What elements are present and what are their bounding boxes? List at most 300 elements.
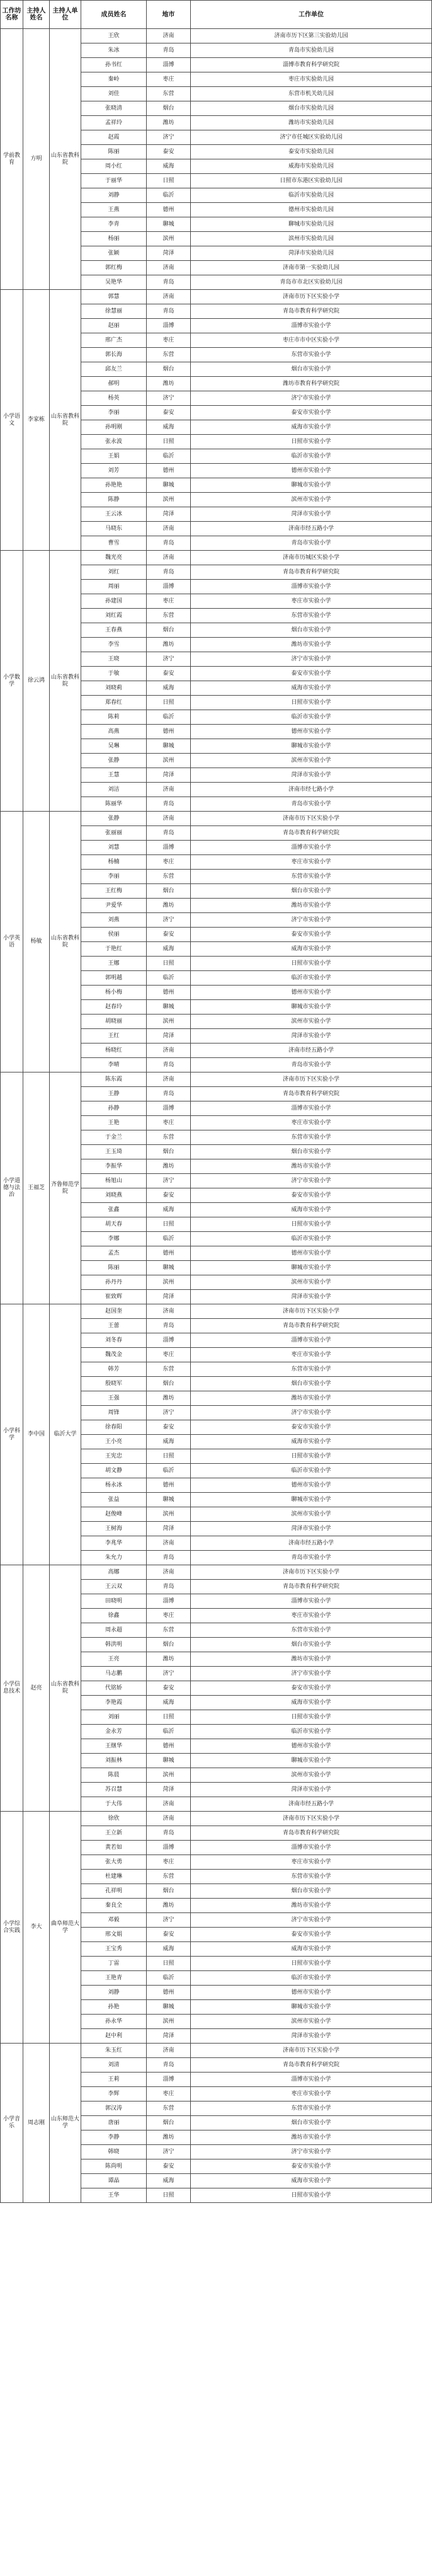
- city-cell: 枣庄: [147, 1348, 191, 1362]
- member-name-cell: 王云双: [81, 1580, 147, 1594]
- city-cell: 济南: [147, 2044, 191, 2058]
- city-cell: 聊城: [147, 1493, 191, 1507]
- city-cell: 滨州: [147, 2015, 191, 2029]
- member-name-cell: 王华: [81, 2188, 147, 2203]
- city-cell: 日照: [147, 174, 191, 188]
- workplace-cell: 济南市经七路小学: [191, 783, 432, 797]
- workplace-cell: 东营市实验小学: [191, 348, 432, 362]
- table-row: [1, 1565, 432, 1580]
- city-cell: 滨州: [147, 754, 191, 768]
- host-unit-cell: 曲阜师范大学: [50, 1812, 81, 2044]
- city-cell: 德州: [147, 1739, 191, 1754]
- workplace-cell: 泰安市实验小学: [191, 1420, 432, 1435]
- member-name-cell: 杨永冰: [81, 1478, 147, 1493]
- member-name-cell: 高娜: [81, 1565, 147, 1580]
- workplace-cell: 菏泽市实验小学: [191, 1029, 432, 1044]
- member-name-cell: 张永波: [81, 435, 147, 449]
- workplace-cell: 菏泽市实验小学: [191, 1522, 432, 1536]
- workplace-cell: 枣庄市实验小学: [191, 1609, 432, 1623]
- member-name-cell: 刘红: [81, 565, 147, 580]
- workplace-cell: 威海市实验小学: [191, 2174, 432, 2188]
- city-cell: 潍坊: [147, 1899, 191, 1913]
- workplace-cell: 青岛市教育科学研究院: [191, 1319, 432, 1333]
- city-cell: 东营: [147, 2102, 191, 2116]
- city-cell: 日照: [147, 2188, 191, 2203]
- workplace-cell: 东营市实验小学: [191, 2102, 432, 2116]
- workplace-cell: 泰安市实验小学: [191, 1928, 432, 1942]
- member-name-cell: 王强: [81, 1391, 147, 1406]
- city-cell: 滨州: [147, 1015, 191, 1029]
- member-name-cell: 殷晓军: [81, 1377, 147, 1391]
- workplace-cell: 济南市历下区第三实验幼儿园: [191, 29, 432, 43]
- member-name-cell: 刘振林: [81, 1754, 147, 1768]
- city-cell: 潍坊: [147, 638, 191, 652]
- member-name-cell: 朱玉红: [81, 2044, 147, 2058]
- workplace-cell: 济宁市实验小学: [191, 913, 432, 928]
- workplace-cell: 德州市实验幼儿园: [191, 203, 432, 217]
- workplace-cell: 威海市实验幼儿园: [191, 159, 432, 174]
- city-cell: 威海: [147, 2174, 191, 2188]
- city-cell: 菏泽: [147, 1290, 191, 1304]
- city-cell: 泰安: [147, 145, 191, 159]
- member-name-cell: 曹雪: [81, 536, 147, 551]
- workplace-cell: 潍坊市实验小学: [191, 638, 432, 652]
- city-cell: 枣庄: [147, 1116, 191, 1130]
- member-name-cell: 王宝秀: [81, 1942, 147, 1957]
- member-name-cell: 苏召慧: [81, 1783, 147, 1797]
- member-name-cell: 陈东霞: [81, 1072, 147, 1087]
- workshop-name-cell: 小学音乐: [1, 2044, 23, 2203]
- member-name-cell: 郑春红: [81, 696, 147, 710]
- city-cell: 青岛: [147, 1826, 191, 1841]
- city-cell: 日照: [147, 696, 191, 710]
- workplace-cell: 日照市实验小学: [191, 435, 432, 449]
- member-name-cell: 李辉: [81, 2087, 147, 2102]
- city-cell: 枣庄: [147, 1609, 191, 1623]
- host-unit-cell: 山东省教科院: [50, 812, 81, 1072]
- workplace-cell: 滨州市实验小学: [191, 1275, 432, 1290]
- workshop-name-cell: 小学信息技术: [1, 1565, 23, 1812]
- host-name-cell: 赵亮: [23, 1565, 50, 1812]
- workplace-cell: 菏泽市实验幼儿园: [191, 246, 432, 261]
- workplace-cell: 青岛市教育科学研究院: [191, 565, 432, 580]
- member-name-cell: 韩芳: [81, 1362, 147, 1377]
- city-cell: 日照: [147, 1710, 191, 1725]
- workplace-cell: 济宁市任城区实验幼儿园: [191, 130, 432, 145]
- workplace-cell: 潍坊市实验小学: [191, 1899, 432, 1913]
- member-name-cell: 张鑫: [81, 1203, 147, 1217]
- city-cell: 菏泽: [147, 507, 191, 522]
- city-cell: 济宁: [147, 130, 191, 145]
- host-name-cell: 徐云鸿: [23, 551, 50, 812]
- member-name-cell: 王宪忠: [81, 1449, 147, 1464]
- member-name-cell: 吴琳: [81, 739, 147, 754]
- workplace-cell: 日照市实验小学: [191, 696, 432, 710]
- city-cell: 滨州: [147, 493, 191, 507]
- city-cell: 济宁: [147, 1406, 191, 1420]
- workplace-cell: 济南市历下区实验小学: [191, 290, 432, 304]
- city-cell: 威海: [147, 1942, 191, 1957]
- workplace-cell: 威海市实验小学: [191, 681, 432, 696]
- workplace-cell: 东营市实验小学: [191, 1130, 432, 1145]
- city-cell: 泰安: [147, 928, 191, 942]
- workplace-cell: 东营市实验小学: [191, 870, 432, 884]
- city-cell: 潍坊: [147, 377, 191, 391]
- workplace-cell: 日照市实验小学: [191, 1217, 432, 1232]
- city-cell: 济宁: [147, 1174, 191, 1188]
- city-cell: 青岛: [147, 797, 191, 812]
- host-name-cell: 周志刚: [23, 2044, 50, 2203]
- member-name-cell: 王欣: [81, 29, 147, 43]
- city-cell: 济南: [147, 551, 191, 565]
- member-name-cell: 赵中利: [81, 2029, 147, 2044]
- city-cell: 德州: [147, 203, 191, 217]
- table-row: [1, 2044, 432, 2058]
- workplace-cell: 聊城市实验幼儿园: [191, 217, 432, 232]
- workplace-cell: 济南市历下区实验小学: [191, 2044, 432, 2058]
- workshop-name-cell: 小学科学: [1, 1304, 23, 1565]
- workplace-cell: 青岛市教育科学研究院: [191, 1580, 432, 1594]
- member-name-cell: 刘晓燕: [81, 1188, 147, 1203]
- host-name-cell: 李大: [23, 1812, 50, 2044]
- city-cell: 济南: [147, 1797, 191, 1812]
- workplace-cell: 临沂市实验小学: [191, 1725, 432, 1739]
- member-name-cell: 杨旭山: [81, 1174, 147, 1188]
- city-cell: 烟台: [147, 2116, 191, 2130]
- member-name-cell: 周锋: [81, 1406, 147, 1420]
- workplace-cell: 淄博市实验小学: [191, 580, 432, 594]
- workshop-name-cell: 小学英语: [1, 812, 23, 1072]
- member-name-cell: 刘洁: [81, 783, 147, 797]
- workplace-cell: 聊城市实验小学: [191, 1000, 432, 1015]
- workplace-cell: 潍坊市实验小学: [191, 1159, 432, 1174]
- city-cell: 淄博: [147, 1594, 191, 1609]
- member-name-cell: 陈丽: [81, 145, 147, 159]
- member-name-cell: 刘晓莉: [81, 681, 147, 696]
- host-name-cell: 杨敏: [23, 812, 50, 1072]
- workplace-cell: 淄博市实验小学: [191, 1333, 432, 1348]
- member-name-cell: 王蕾: [81, 1319, 147, 1333]
- city-cell: 济宁: [147, 652, 191, 667]
- member-name-cell: 刘静: [81, 188, 147, 203]
- member-name-cell: 于大伟: [81, 1797, 147, 1812]
- city-cell: 临沂: [147, 449, 191, 464]
- city-cell: 潍坊: [147, 899, 191, 913]
- member-name-cell: 张静: [81, 812, 147, 826]
- workplace-cell: 德州市实验小学: [191, 1478, 432, 1493]
- table-row: [1, 29, 432, 43]
- city-cell: 潍坊: [147, 1391, 191, 1406]
- host-name-cell: 王福芝: [23, 1072, 50, 1304]
- city-cell: 日照: [147, 1449, 191, 1464]
- workplace-cell: 枣庄市实验小学: [191, 1855, 432, 1870]
- member-name-cell: 王慧: [81, 768, 147, 783]
- member-name-cell: 张静: [81, 754, 147, 768]
- city-cell: 青岛: [147, 1058, 191, 1072]
- city-cell: 菏泽: [147, 1783, 191, 1797]
- city-cell: 东营: [147, 87, 191, 101]
- member-name-cell: 侯丽: [81, 928, 147, 942]
- workplace-cell: 临沂市实验小学: [191, 449, 432, 464]
- workplace-cell: 聊城市实验小学: [191, 2000, 432, 2015]
- city-cell: 东营: [147, 870, 191, 884]
- workplace-cell: 济南市历下区实验小学: [191, 812, 432, 826]
- member-name-cell: 胡天春: [81, 1217, 147, 1232]
- member-name-cell: 魏茂金: [81, 1348, 147, 1362]
- member-name-cell: 于艳红: [81, 942, 147, 957]
- table-row: [1, 290, 432, 304]
- workplace-cell: 泰安市实验小学: [191, 1681, 432, 1696]
- workplace-cell: 淄博市实验小学: [191, 2073, 432, 2087]
- workplace-cell: 日照市实验小学: [191, 957, 432, 971]
- city-cell: 淄博: [147, 319, 191, 333]
- host-unit-cell: 山东省教科院: [50, 290, 81, 551]
- city-cell: 临沂: [147, 188, 191, 203]
- member-name-cell: 陈莉: [81, 710, 147, 725]
- workplace-cell: 德州市实验小学: [191, 1739, 432, 1754]
- workplace-cell: 济南市第一实验幼儿园: [191, 261, 432, 275]
- workplace-cell: 济宁市实验小学: [191, 1174, 432, 1188]
- workplace-cell: 济南市经五路小学: [191, 1797, 432, 1812]
- table-row: [1, 812, 432, 826]
- col-header-workplace: 工作单位: [191, 1, 432, 29]
- member-name-cell: 丁雷: [81, 1957, 147, 1971]
- host-name-cell: 方明: [23, 29, 50, 290]
- member-name-cell: 于敏: [81, 667, 147, 681]
- city-cell: 淄博: [147, 1333, 191, 1348]
- member-name-cell: 王艳青: [81, 1971, 147, 1986]
- member-name-cell: 吴艳华: [81, 275, 147, 290]
- member-name-cell: 孙艳: [81, 2000, 147, 2015]
- col-header-workshop: 工作坊名称: [1, 1, 23, 29]
- city-cell: 菏泽: [147, 246, 191, 261]
- city-cell: 青岛: [147, 1087, 191, 1101]
- city-cell: 枣庄: [147, 1855, 191, 1870]
- col-header-host: 主持人姓名: [23, 1, 50, 29]
- city-cell: 日照: [147, 1957, 191, 1971]
- city-cell: 日照: [147, 957, 191, 971]
- workplace-cell: 烟台市实验小学: [191, 362, 432, 377]
- member-name-cell: 杨英: [81, 391, 147, 406]
- workplace-cell: 泰安市实验小学: [191, 2159, 432, 2174]
- member-name-cell: 李丽: [81, 870, 147, 884]
- workplace-cell: 临沂市实验小学: [191, 1232, 432, 1246]
- city-cell: 聊城: [147, 1754, 191, 1768]
- member-name-cell: 李丽: [81, 406, 147, 420]
- workplace-cell: 菏泽市实验小学: [191, 2029, 432, 2044]
- member-name-cell: 李娜: [81, 1232, 147, 1246]
- member-name-cell: 刘慧: [81, 841, 147, 855]
- city-cell: 济南: [147, 812, 191, 826]
- city-cell: 临沂: [147, 710, 191, 725]
- table-row: [1, 551, 432, 565]
- table-body: [1, 29, 432, 2203]
- member-name-cell: 周丽: [81, 580, 147, 594]
- city-cell: 德州: [147, 1246, 191, 1261]
- workplace-cell: 滨州市实验小学: [191, 754, 432, 768]
- member-name-cell: 刘红霞: [81, 609, 147, 623]
- workplace-cell: 济宁市实验小学: [191, 391, 432, 406]
- workplace-cell: 济宁市实验小学: [191, 1667, 432, 1681]
- member-name-cell: 陈静: [81, 493, 147, 507]
- member-name-cell: 杨楠: [81, 855, 147, 870]
- workplace-cell: 日照市东港区实验幼儿园: [191, 174, 432, 188]
- workplace-cell: 济南市历下区实验小学: [191, 1812, 432, 1826]
- workplace-cell: 烟台市实验小学: [191, 2116, 432, 2130]
- member-name-cell: 杨丽: [81, 232, 147, 246]
- member-name-cell: 王小亮: [81, 1435, 147, 1449]
- city-cell: 淄博: [147, 841, 191, 855]
- member-name-cell: 郭明越: [81, 971, 147, 986]
- workplace-cell: 东营市机关幼儿园: [191, 87, 432, 101]
- col-header-host-unit: 主持人单位: [50, 1, 81, 29]
- city-cell: 济南: [147, 1304, 191, 1319]
- member-name-cell: 李艳霞: [81, 1696, 147, 1710]
- workplace-cell: 临沂市实验小学: [191, 1971, 432, 1986]
- host-unit-cell: 临沂大学: [50, 1304, 81, 1565]
- member-name-cell: 刘丽: [81, 1710, 147, 1725]
- member-name-cell: 李静: [81, 2130, 147, 2145]
- city-cell: 枣庄: [147, 72, 191, 87]
- table-header: [1, 1, 432, 29]
- city-cell: 菏泽: [147, 1029, 191, 1044]
- workplace-cell: 德州市实验小学: [191, 1246, 432, 1261]
- member-name-cell: 孙建国: [81, 594, 147, 609]
- table-row: [1, 1304, 432, 1319]
- member-name-cell: 郭长海: [81, 348, 147, 362]
- member-name-cell: 赵霞: [81, 130, 147, 145]
- member-name-cell: 刘燕: [81, 913, 147, 928]
- member-name-cell: 赵俊峰: [81, 1507, 147, 1522]
- workplace-cell: 东营市实验小学: [191, 1870, 432, 1884]
- workplace-cell: 青岛市实验幼儿园: [191, 43, 432, 58]
- city-cell: 泰安: [147, 406, 191, 420]
- city-cell: 淄博: [147, 1101, 191, 1116]
- member-name-cell: 杜建琳: [81, 1870, 147, 1884]
- city-cell: 烟台: [147, 623, 191, 638]
- workplace-cell: 滨州市实验小学: [191, 1015, 432, 1029]
- member-name-cell: 于金兰: [81, 1130, 147, 1145]
- city-cell: 枣庄: [147, 333, 191, 348]
- member-name-cell: 王继华: [81, 1739, 147, 1754]
- member-name-cell: 王春燕: [81, 623, 147, 638]
- city-cell: 济南: [147, 1044, 191, 1058]
- member-name-cell: 刘佳: [81, 87, 147, 101]
- member-name-cell: 王玉琦: [81, 1145, 147, 1159]
- member-name-cell: 孙静: [81, 1101, 147, 1116]
- workplace-cell: 日照市实验小学: [191, 1710, 432, 1725]
- member-name-cell: 李振华: [81, 1159, 147, 1174]
- member-name-cell: 陈晨: [81, 1768, 147, 1783]
- member-name-cell: 王艳: [81, 1116, 147, 1130]
- city-cell: 临沂: [147, 971, 191, 986]
- workplace-cell: 烟台市实验小学: [191, 884, 432, 899]
- member-name-cell: 刘静: [81, 1986, 147, 2000]
- city-cell: 德州: [147, 725, 191, 739]
- member-name-cell: 杨小梅: [81, 986, 147, 1000]
- workplace-cell: 潍坊市实验小学: [191, 899, 432, 913]
- city-cell: 滨州: [147, 1768, 191, 1783]
- workplace-cell: 滨州市实验小学: [191, 1768, 432, 1783]
- workplace-cell: 济宁市实验小学: [191, 652, 432, 667]
- workplace-cell: 临沂市实验小学: [191, 710, 432, 725]
- member-name-cell: 马晓东: [81, 522, 147, 536]
- host-name-cell: 李中国: [23, 1304, 50, 1565]
- city-cell: 聊城: [147, 217, 191, 232]
- city-cell: 烟台: [147, 1377, 191, 1391]
- member-name-cell: 郝明: [81, 377, 147, 391]
- member-name-cell: 孙永华: [81, 2015, 147, 2029]
- workplace-cell: 聊城市实验小学: [191, 739, 432, 754]
- workplace-cell: 日照市实验小学: [191, 1957, 432, 1971]
- member-name-cell: 周小红: [81, 159, 147, 174]
- col-header-member: 成员姓名: [81, 1, 147, 29]
- city-cell: 德州: [147, 986, 191, 1000]
- city-cell: 泰安: [147, 667, 191, 681]
- workplace-cell: 青岛市教育科学研究院: [191, 826, 432, 841]
- member-name-cell: 郭慧: [81, 290, 147, 304]
- host-unit-cell: 山东师范大学: [50, 2044, 81, 2203]
- member-name-cell: 王云冰: [81, 507, 147, 522]
- city-cell: 济南: [147, 783, 191, 797]
- workplace-cell: 济南市历城区实验小学: [191, 551, 432, 565]
- city-cell: 济南: [147, 1536, 191, 1551]
- city-cell: 聊城: [147, 739, 191, 754]
- city-cell: 东营: [147, 609, 191, 623]
- workplace-cell: 济宁市实验小学: [191, 1406, 432, 1420]
- member-name-cell: 魏光亮: [81, 551, 147, 565]
- workplace-cell: 济南市历下区实验小学: [191, 1304, 432, 1319]
- workplace-cell: 滨州市实验幼儿园: [191, 232, 432, 246]
- workplace-cell: 聊城市实验小学: [191, 1261, 432, 1275]
- workplace-cell: 聊城市实验小学: [191, 478, 432, 493]
- workshop-name-cell: 小学数学: [1, 551, 23, 812]
- member-name-cell: 代铭娇: [81, 1681, 147, 1696]
- city-cell: 泰安: [147, 1681, 191, 1696]
- workplace-cell: 泰安市实验小学: [191, 667, 432, 681]
- city-cell: 济南: [147, 261, 191, 275]
- city-cell: 临沂: [147, 1232, 191, 1246]
- workplace-cell: 威海市实验小学: [191, 1942, 432, 1957]
- city-cell: 临沂: [147, 1971, 191, 1986]
- member-name-cell: 孙艳艳: [81, 478, 147, 493]
- city-cell: 泰安: [147, 1188, 191, 1203]
- member-name-cell: 孙明刚: [81, 420, 147, 435]
- city-cell: 烟台: [147, 101, 191, 116]
- city-cell: 东营: [147, 1130, 191, 1145]
- city-cell: 青岛: [147, 1551, 191, 1565]
- workplace-cell: 淄博市实验小学: [191, 841, 432, 855]
- city-cell: 青岛: [147, 43, 191, 58]
- workplace-cell: 烟台市实验幼儿园: [191, 101, 432, 116]
- member-name-cell: 崔致辉: [81, 1290, 147, 1304]
- member-name-cell: 马志鹏: [81, 1667, 147, 1681]
- workplace-cell: 青岛市教育科学研究院: [191, 304, 432, 319]
- city-cell: 威海: [147, 1203, 191, 1217]
- workplace-cell: 菏泽市实验小学: [191, 1290, 432, 1304]
- city-cell: 枣庄: [147, 2087, 191, 2102]
- workplace-cell: 菏泽市实验小学: [191, 1783, 432, 1797]
- member-name-cell: 王燕: [81, 203, 147, 217]
- workplace-cell: 泰安市实验幼儿园: [191, 145, 432, 159]
- member-name-cell: 邱友兰: [81, 362, 147, 377]
- member-name-cell: 王娟: [81, 449, 147, 464]
- city-cell: 菏泽: [147, 2029, 191, 2044]
- member-name-cell: 尹爱华: [81, 899, 147, 913]
- city-cell: 青岛: [147, 536, 191, 551]
- workplace-cell: 淄博市教育科学研究院: [191, 58, 432, 72]
- member-name-cell: 王立新: [81, 1826, 147, 1841]
